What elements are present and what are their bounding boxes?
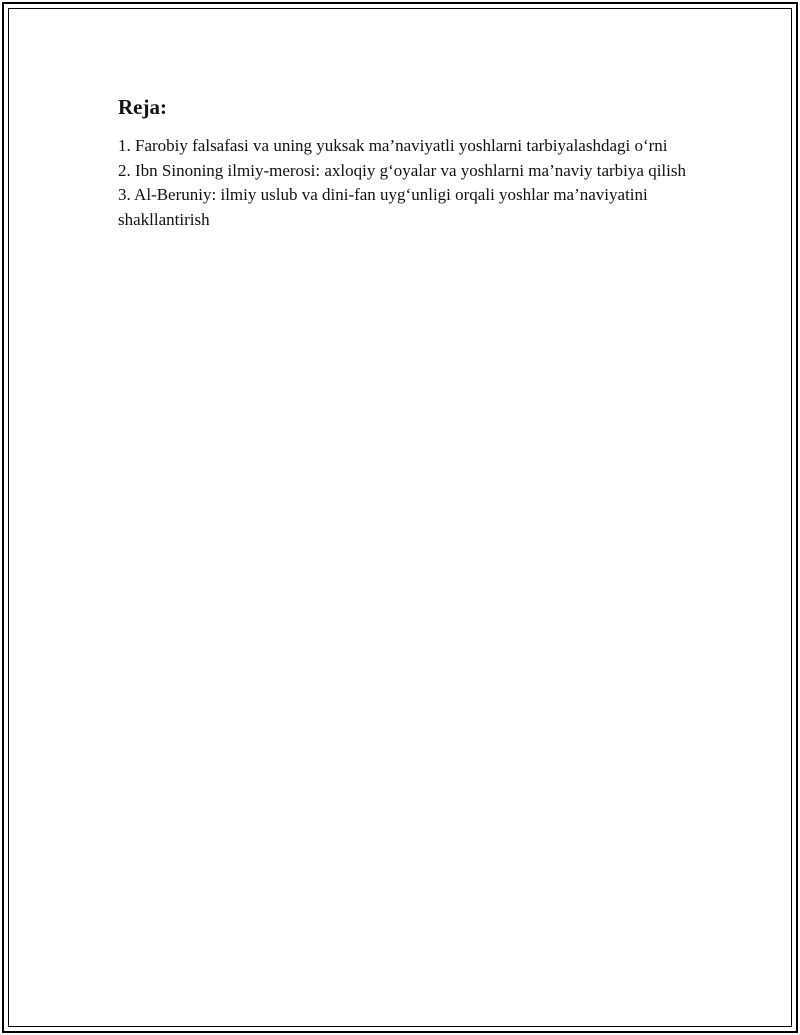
page-content <box>118 94 688 232</box>
plan-item-2: 2. Ibn Sinoning ilmiy-merosi: axloqiy g‘oyalar va yoshlarni ma’naviy tarbiya qilish <box>118 160 686 180</box>
plan-heading: Reja: <box>118 95 167 119</box>
plan-item-1: 1. Farobiy falsafasi va uning yuksak ma’naviyatli yoshlarni tarbiyalashdagi o‘rni <box>118 136 668 155</box>
plan-list <box>118 134 688 232</box>
plan-item-3: 3. Al-Beruniy: ilmiy uslub va dini-fan uyg‘unligi orqali yoshlar ma’naviyatini shakllantirish <box>118 185 648 229</box>
